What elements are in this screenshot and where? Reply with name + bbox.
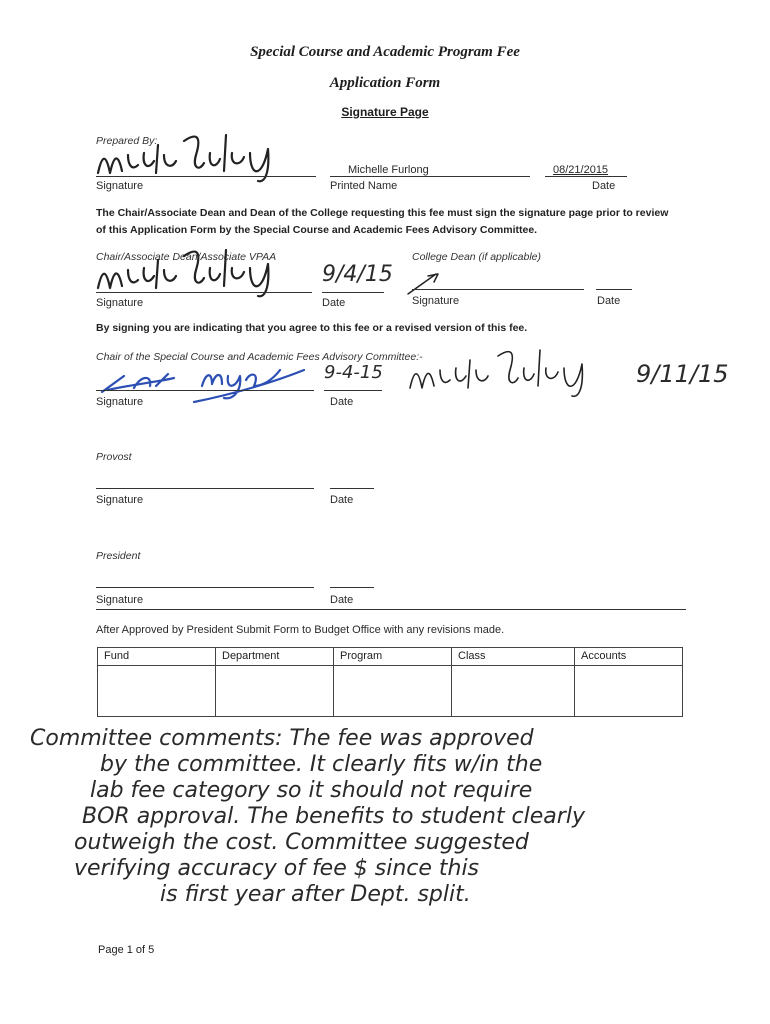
committee-signature-label: Signature <box>96 396 144 408</box>
printed-name-label: Printed Name <box>330 180 398 192</box>
prepared-date-label: Date <box>592 180 616 192</box>
department-header: Department <box>216 648 334 666</box>
president-date-label: Date <box>330 594 354 606</box>
slash-mark <box>404 270 444 296</box>
committee-extra-date-handwritten: 9/11/15 <box>636 360 729 388</box>
class-header: Class <box>452 648 575 666</box>
chair-instruction: The Chair/Associate Dean and Dean of the College requesting this fee must sign the signature page prior to review of this Application Form by the Special Course and Academic Fees Advisory Committee. <box>96 207 669 236</box>
budget-table <box>97 647 683 717</box>
accounts-header: Accounts <box>575 648 683 666</box>
page-heading: Signature Page <box>341 105 429 119</box>
budget-office-note: After Approved by President Submit Form to Budget Office with any revisions made. <box>96 624 505 636</box>
chair-date-label: Date <box>322 297 346 309</box>
committee-date-handwritten: 9-4-15 <box>324 362 383 383</box>
page-number: Page 1 of 5 <box>98 944 155 956</box>
accounts-cell[interactable] <box>575 666 683 717</box>
comment-line: Committee comments: The fee was approved <box>30 726 534 751</box>
fund-cell[interactable] <box>98 666 216 717</box>
provost-label: Provost <box>96 451 132 463</box>
program-header: Program <box>334 648 452 666</box>
comment-line: by the committee. It clearly fits w/in the <box>100 752 543 777</box>
president-signature-label: Signature <box>96 594 144 606</box>
dean-signature-label: Signature <box>412 295 460 307</box>
budget-table-header-row <box>98 648 683 666</box>
prepared-date-value: 08/21/2015 <box>553 164 609 176</box>
fund-header: Fund <box>98 648 216 666</box>
chair-signature-label: Signature <box>96 297 144 309</box>
prepared-by-label: Prepared By: <box>96 135 158 147</box>
comment-line: is first year after Dept. split. <box>160 882 471 907</box>
prepared-signature-label: Signature <box>96 180 144 192</box>
provost-signature-label: Signature <box>96 494 144 506</box>
department-cell[interactable] <box>216 666 334 717</box>
agreement-note: By signing you are indicating that you agree to this fee or a revised version of this fee. <box>96 322 528 334</box>
chair-date-handwritten: 9/4/15 <box>322 262 393 287</box>
committee-second-signature <box>404 340 634 402</box>
class-cell[interactable] <box>452 666 575 717</box>
budget-table-row <box>98 666 683 717</box>
committee-label: Chair of the Special Course and Academic Fees Advisory Committee:- <box>96 351 423 363</box>
form-subtitle: Application Form <box>329 75 441 91</box>
comment-line: BOR approval. The benefits to student clearly <box>82 804 585 829</box>
comment-line: verifying accuracy of fee $ since this <box>74 856 480 881</box>
chair-label: Chair/Associate Dean/Associate VPAA <box>96 251 277 263</box>
committee-comments <box>30 726 750 908</box>
printed-name-value: Michelle Furlong <box>348 164 429 176</box>
form-title: Special Course and Academic Program Fee <box>250 44 520 60</box>
president-label: President <box>96 550 141 562</box>
provost-date-label: Date <box>330 494 354 506</box>
comment-line: outweigh the cost. Committee suggested <box>74 830 529 855</box>
committee-date-label: Date <box>330 396 354 408</box>
dean-date-label: Date <box>597 295 621 307</box>
comment-line: lab fee category so it should not require <box>90 778 533 803</box>
college-dean-label: College Dean (if applicable) <box>412 251 541 263</box>
program-cell[interactable] <box>334 666 452 717</box>
